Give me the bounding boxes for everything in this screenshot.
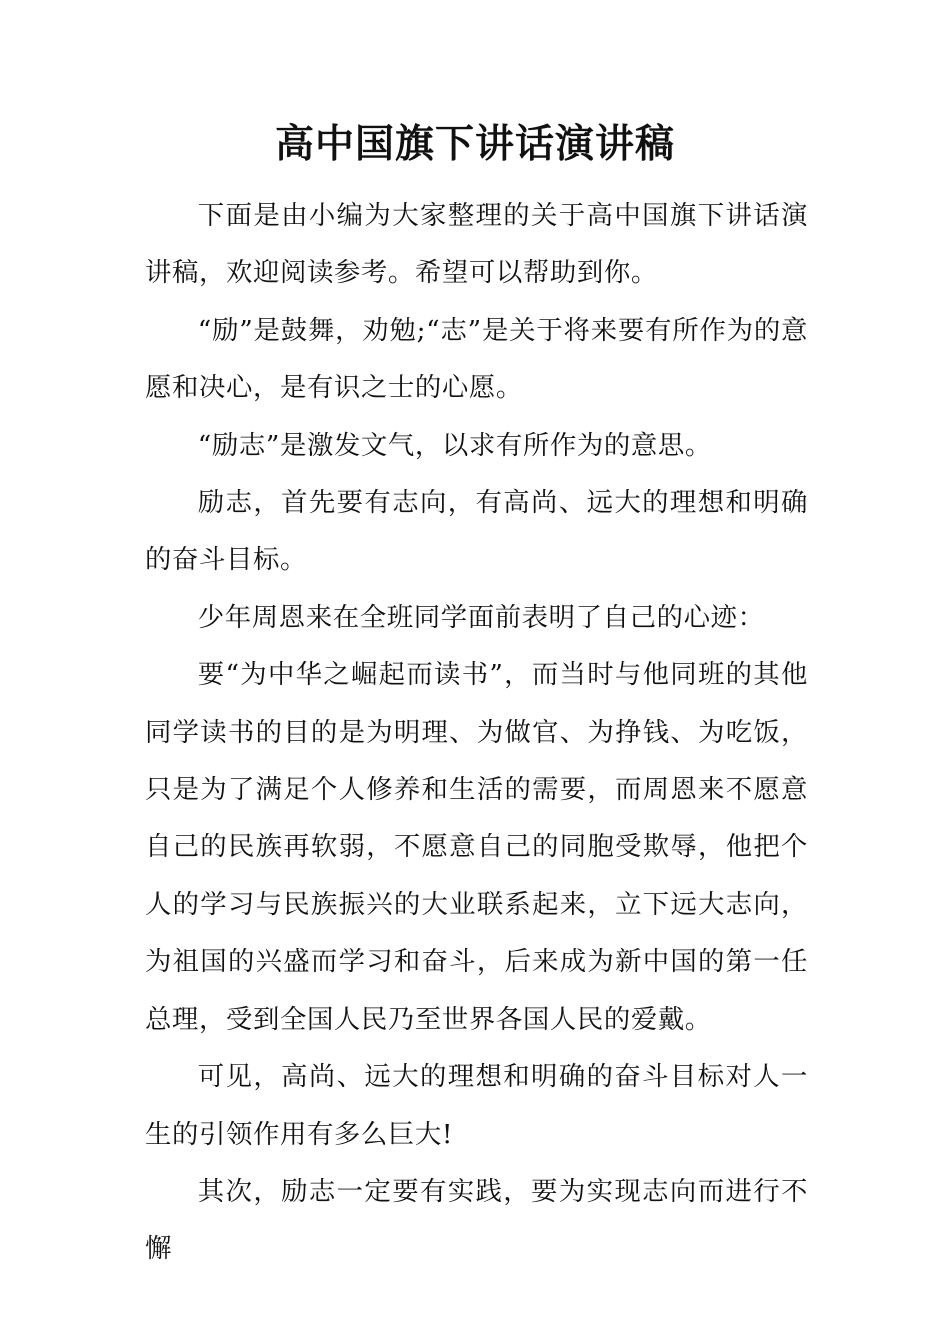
paragraph-zhou-enlai-intro: 少年周恩来在全班同学面前表明了自己的心迹： [197, 601, 765, 633]
paragraph-lizhi-meaning: “励志”是激发文气，以求有所作为的意思。 [197, 429, 712, 461]
paragraph-conclusion: 可见，高尚、远大的理想和明确的奋斗目标对人一生的引领作用有多么巨大! [145, 1061, 808, 1150]
paragraph-second-practice: 其次，励志一定要有实践，要为实现志向而进行不懈 [145, 1175, 808, 1265]
paragraph-intro: 下面是由小编为大家整理的关于高中国旗下讲话演讲稿，欢迎阅读参考。希望可以帮助到你。 [145, 200, 808, 289]
paragraph-li-definition: “励”是鼓舞，劝勉;“志”是关于将来要有所作为的意愿和决心，是有识之士的心愿。 [145, 314, 808, 404]
document-body [145, 187, 808, 1278]
document-title: 高中国旗下讲话演讲稿 [274, 121, 675, 167]
paragraph-first-aspiration: 励志，首先要有志向，有高尚、远大的理想和明确的奋斗目标。 [145, 487, 808, 576]
paragraph-zhou-enlai-story: 要“为中华之崛起而读书”，而当时与他同班的其他同学读书的目的是为明理、为做官、为挣钱、为吃饭，只是为了满足个人修养和生活的需要，而周恩来不愿意自己的民族再软弱，不愿意自己的同胞受欺辱，他把个人的学习与民族振兴的大业联系起来，立下远大志向，为祖国的兴盛而学习和奋斗，后来成为新中国的第一任总理，受到全国人民乃至世界各国人民的爱戴。 [145, 659, 808, 1035]
